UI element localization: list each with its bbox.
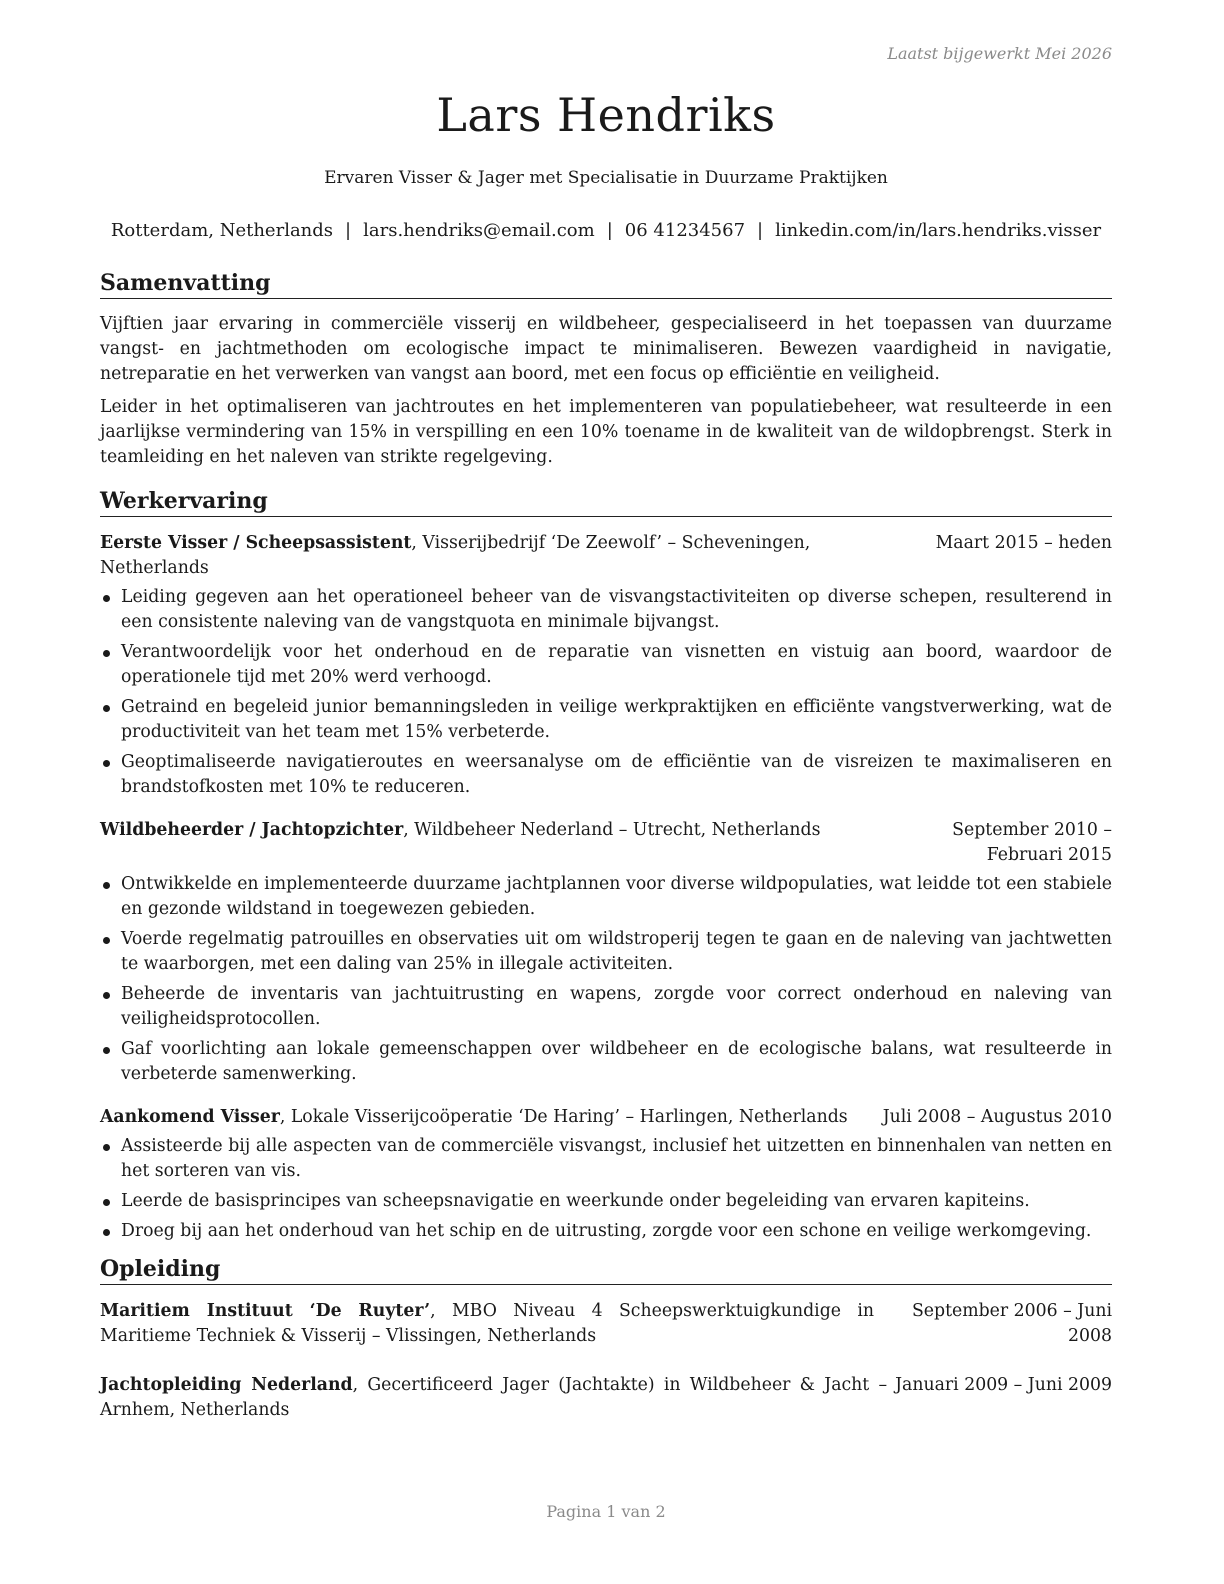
- contact-email[interactable]: lars.hendriks@email.com: [363, 220, 595, 241]
- education-detail: , Gecertificeerd Jager (Jachtakte) in Wildbeheer & Jacht – Arnhem, Netherlands: [100, 1375, 888, 1420]
- job-header: [100, 1105, 1112, 1130]
- contact-phone: 06 41234567: [624, 220, 746, 241]
- job-organization: , Visserijbedrijf ‘De Zeewolf’ – Scheveningen, Netherlands: [100, 533, 811, 578]
- job-entry: [100, 818, 1112, 1087]
- contact-location: Rotterdam, Netherlands: [110, 220, 334, 241]
- last-updated: Laatst bijgewerkt Mei 2026: [887, 44, 1112, 63]
- contact-line: [100, 220, 1112, 241]
- contact-linkedin[interactable]: linkedin.com/in/lars.hendriks.visser: [775, 220, 1102, 241]
- job-bullet: Getraind en begeleid junior bemanningsleden in veilige werkpraktijken en efficiënte vangstverwerking, wat de productiviteit van het team met 15% verbeterde.: [100, 695, 1112, 745]
- job-bullet: Leiding gegeven aan het operationeel beheer van de visvangstactiviteiten op diverse schepen, resulterend in een consistente naleving van de vangstquota en minimale bijvangst.: [100, 585, 1112, 635]
- resume-page: [100, 0, 1112, 1584]
- education-entry: [100, 1373, 1112, 1423]
- summary-section: [100, 270, 1112, 470]
- experience-section: [100, 488, 1112, 1249]
- job-bullets: [100, 1134, 1112, 1244]
- education-dates: Januari 2009 – Juni 2009: [895, 1375, 1112, 1395]
- education-heading: Opleiding: [100, 1256, 1112, 1285]
- education-entry: [100, 1299, 1112, 1349]
- job-bullet: Assisteerde bij alle aspecten van de commerciële visvangst, inclusief het uitzetten en binnenhalen van netten en het sorteren van vis.: [100, 1134, 1112, 1184]
- education-school: Jachtopleiding Nederland: [100, 1375, 353, 1395]
- contact-separator: |: [345, 220, 352, 241]
- experience-heading: Werkervaring: [100, 488, 1112, 517]
- job-role: Eerste Visser / Scheepsassistent: [100, 533, 412, 553]
- job-role: Wildbeheerder / Jachtopzichter: [100, 820, 404, 840]
- job-bullet: Gaf voorlichting aan lokale gemeenschappen over wildbeheer en de ecologische balans, wat resulteerde in verbeterde samenwerking.: [100, 1037, 1112, 1087]
- job-bullet: Voerde regelmatig patrouilles en observaties uit om wildstroperij tegen te gaan en de naleving van jachtwetten te waarborgen, met een daling van 25% in illegale activiteiten.: [100, 927, 1112, 977]
- education-school: Maritiem Instituut ‘De Ruyter’: [100, 1301, 431, 1321]
- page-number: Pagina 1 van 2: [546, 1502, 666, 1521]
- job-header: [100, 531, 1112, 581]
- job-dates: Juli 2008 – Augustus 2010: [882, 1107, 1112, 1127]
- education-dates: September 2006 – Juni 2008: [911, 1301, 1112, 1346]
- education-detail: , MBO Niveau 4 Scheepswerktuigkundige in Maritieme Techniek & Visserij – Vlissingen, Netherlands: [100, 1301, 875, 1346]
- job-role: Aankomend Visser: [100, 1107, 280, 1127]
- job-header: [100, 818, 1112, 868]
- summary-paragraph: Vijftien jaar ervaring in commerciële visserij en wildbeheer, gespecialiseerd in het toepassen van duurzame vangst- en jachtmethoden om ecologische impact te minimaliseren. Bewezen vaardigheid in navigatie, netreparatie en het verwerken van vangst aan boord, met een focus op efficiëntie en veiligheid.: [100, 314, 1112, 384]
- job-bullet: Geoptimaliseerde navigatieroutes en weersanalyse om de efficiëntie van de visreizen te maximaliseren en brandstofkosten met 10% te reduceren.: [100, 750, 1112, 800]
- job-bullet: Droeg bij aan het onderhoud van het schip en de uitrusting, zorgde voor een schone en veilige werkomgeving.: [100, 1219, 1112, 1244]
- job-dates: Maart 2015 – heden: [935, 533, 1112, 553]
- job-bullet: Verantwoordelijk voor het onderhoud en de reparatie van visnetten en vistuig aan boord, waardoor de operationele tijd met 20% werd verhoogd.: [100, 640, 1112, 690]
- summary-heading: Samenvatting: [100, 270, 1112, 299]
- job-bullets: [100, 585, 1112, 800]
- job-bullet: Beheerde de inventaris van jachtuitrusting en wapens, zorgde voor correct onderhoud en naleving van veiligheidsprotocollen.: [100, 982, 1112, 1032]
- contact-separator: |: [606, 220, 613, 241]
- job-bullet: Leerde de basisprincipes van scheepsnavigatie en weerkunde onder begeleiding van ervaren kapiteins.: [100, 1189, 1112, 1214]
- candidate-subtitle: Ervaren Visser & Jager met Specialisatie in Duurzame Praktijken: [324, 168, 888, 188]
- candidate-name: Lars Hendriks: [436, 88, 776, 142]
- job-entry: [100, 531, 1112, 800]
- job-bullet: Ontwikkelde en implementeerde duurzame jachtplannen voor diverse wildpopulaties, wat leidde tot een stabiele en gezonde wildstand in toegewezen gebieden.: [100, 872, 1112, 922]
- job-entry: [100, 1105, 1112, 1244]
- summary-paragraph: Leider in het optimaliseren van jachtroutes en het implementeren van populatiebeheer, wat resulteerde in een jaarlijkse vermindering van 15% in verspilling en een 10% toename in de kwaliteit van de wildopbrengst. Sterk in teamleiding en het naleven van strikte regelgeving.: [100, 397, 1112, 467]
- job-organization: , Lokale Visserijcoöperatie ‘De Haring’ – Harlingen, Netherlands: [279, 1107, 848, 1127]
- education-section: [100, 1256, 1112, 1423]
- job-dates: September 2010 – Februari 2015: [952, 820, 1112, 865]
- job-bullets: [100, 872, 1112, 1087]
- contact-separator: |: [757, 220, 764, 241]
- job-organization: , Wildbeheer Nederland – Utrecht, Netherlands: [403, 820, 821, 840]
